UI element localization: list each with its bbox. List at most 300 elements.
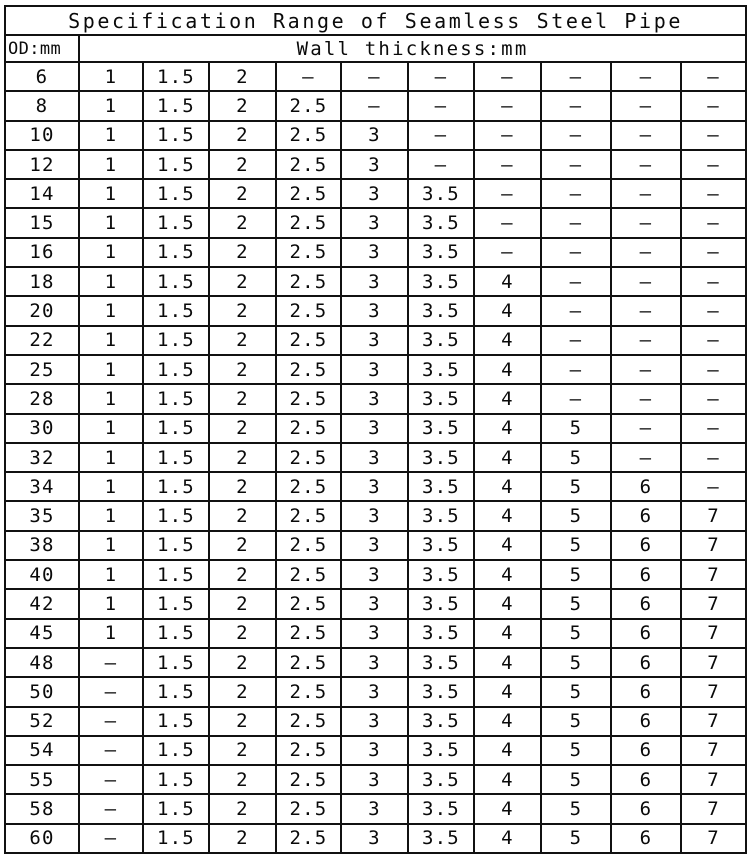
od-value-cell: 28 xyxy=(5,384,79,413)
wall-thickness-cell: – xyxy=(541,326,611,355)
wall-thickness-cell: 1 xyxy=(79,560,143,589)
wall-thickness-cell: 2.5 xyxy=(276,384,341,413)
wall-thickness-cell: 7 xyxy=(681,589,746,618)
wall-thickness-cell: 5 xyxy=(541,443,611,472)
wall-thickness-cell: – xyxy=(681,91,746,120)
wall-thickness-cell: 1.5 xyxy=(143,150,209,179)
wall-thickness-cell: 2 xyxy=(209,267,276,296)
table-row xyxy=(5,677,746,706)
wall-thickness-cell: 1.5 xyxy=(143,765,209,794)
wall-thickness-cell: 1.5 xyxy=(143,179,209,208)
wall-thickness-cell: 5 xyxy=(541,824,611,853)
wall-thickness-cell: 2 xyxy=(209,326,276,355)
od-value-cell: 38 xyxy=(5,531,79,560)
wall-thickness-cell: 6 xyxy=(611,531,681,560)
wall-thickness-cell: 1 xyxy=(79,238,143,267)
wall-thickness-cell: 4 xyxy=(474,384,541,413)
wall-thickness-cell: 3.5 xyxy=(408,707,474,736)
wall-thickness-cell: 1 xyxy=(79,121,143,150)
wall-thickness-cell: 2.5 xyxy=(276,501,341,530)
wall-thickness-cell: 6 xyxy=(611,794,681,823)
wall-thickness-cell: 2.5 xyxy=(276,794,341,823)
table-row xyxy=(5,707,746,736)
wall-thickness-header: Wall thickness:mm xyxy=(79,35,746,62)
wall-thickness-cell: – xyxy=(681,208,746,237)
wall-thickness-cell: 2.5 xyxy=(276,648,341,677)
wall-thickness-cell: 1.5 xyxy=(143,707,209,736)
wall-thickness-cell: 3.5 xyxy=(408,355,474,384)
wall-thickness-cell: – xyxy=(681,267,746,296)
wall-thickness-cell: – xyxy=(408,91,474,120)
wall-thickness-cell: – xyxy=(541,62,611,91)
wall-thickness-cell: 5 xyxy=(541,736,611,765)
wall-thickness-cell: – xyxy=(541,179,611,208)
wall-thickness-cell: 3.5 xyxy=(408,648,474,677)
wall-thickness-cell: 3 xyxy=(341,707,408,736)
od-value-cell: 6 xyxy=(5,62,79,91)
wall-thickness-cell: – xyxy=(79,765,143,794)
wall-thickness-cell: 2.5 xyxy=(276,531,341,560)
wall-thickness-cell: 1.5 xyxy=(143,824,209,853)
wall-thickness-cell: 3.5 xyxy=(408,179,474,208)
wall-thickness-cell: 4 xyxy=(474,560,541,589)
wall-thickness-cell: 2 xyxy=(209,648,276,677)
wall-thickness-cell: 2 xyxy=(209,355,276,384)
wall-thickness-cell: 1 xyxy=(79,355,143,384)
wall-thickness-cell: 1 xyxy=(79,443,143,472)
wall-thickness-cell: 2.5 xyxy=(276,179,341,208)
wall-thickness-cell: 3.5 xyxy=(408,531,474,560)
table-row xyxy=(5,648,746,677)
od-value-cell: 40 xyxy=(5,560,79,589)
wall-thickness-cell: 2.5 xyxy=(276,619,341,648)
wall-thickness-cell: 3 xyxy=(341,208,408,237)
wall-thickness-cell: – xyxy=(681,414,746,443)
wall-thickness-cell: 7 xyxy=(681,765,746,794)
wall-thickness-cell: 2.5 xyxy=(276,208,341,237)
wall-thickness-cell: – xyxy=(611,296,681,325)
wall-thickness-cell: 2 xyxy=(209,414,276,443)
wall-thickness-cell: – xyxy=(681,238,746,267)
wall-thickness-cell: 3 xyxy=(341,296,408,325)
wall-thickness-cell: 6 xyxy=(611,765,681,794)
wall-thickness-cell: 1 xyxy=(79,91,143,120)
table-row xyxy=(5,62,746,91)
wall-thickness-cell: 2.5 xyxy=(276,707,341,736)
wall-thickness-cell: – xyxy=(611,150,681,179)
wall-thickness-cell: 1.5 xyxy=(143,560,209,589)
table-row xyxy=(5,91,746,120)
wall-thickness-cell: 1.5 xyxy=(143,384,209,413)
wall-thickness-cell: 3 xyxy=(341,267,408,296)
header-row xyxy=(5,35,746,62)
page-title: Specification Range of Seamless Steel Pipe xyxy=(5,6,746,35)
wall-thickness-cell: 2.5 xyxy=(276,824,341,853)
wall-thickness-cell: 7 xyxy=(681,794,746,823)
wall-thickness-cell: 4 xyxy=(474,648,541,677)
od-value-cell: 42 xyxy=(5,589,79,618)
wall-thickness-cell: – xyxy=(611,62,681,91)
wall-thickness-cell: 1.5 xyxy=(143,531,209,560)
table-row xyxy=(5,238,746,267)
wall-thickness-cell: 5 xyxy=(541,794,611,823)
wall-thickness-cell: 2.5 xyxy=(276,238,341,267)
wall-thickness-cell: – xyxy=(611,121,681,150)
table-row xyxy=(5,765,746,794)
wall-thickness-cell: 5 xyxy=(541,765,611,794)
wall-thickness-cell: – xyxy=(681,150,746,179)
table-row xyxy=(5,794,746,823)
wall-thickness-cell: 2 xyxy=(209,824,276,853)
wall-thickness-cell: 2 xyxy=(209,619,276,648)
wall-thickness-cell: 4 xyxy=(474,619,541,648)
od-value-cell: 50 xyxy=(5,677,79,706)
wall-thickness-cell: 3.5 xyxy=(408,501,474,530)
wall-thickness-cell: 6 xyxy=(611,648,681,677)
wall-thickness-cell: 1.5 xyxy=(143,414,209,443)
wall-thickness-cell: 4 xyxy=(474,765,541,794)
table-row xyxy=(5,414,746,443)
wall-thickness-cell: – xyxy=(474,179,541,208)
od-value-cell: 35 xyxy=(5,501,79,530)
od-value-cell: 30 xyxy=(5,414,79,443)
table-row xyxy=(5,501,746,530)
wall-thickness-cell: 1 xyxy=(79,619,143,648)
wall-thickness-cell: 6 xyxy=(611,619,681,648)
wall-thickness-cell: 4 xyxy=(474,355,541,384)
wall-thickness-cell: 3 xyxy=(341,589,408,618)
table-row xyxy=(5,560,746,589)
wall-thickness-cell: 2 xyxy=(209,150,276,179)
wall-thickness-cell: – xyxy=(408,150,474,179)
table-row xyxy=(5,121,746,150)
wall-thickness-cell: 3.5 xyxy=(408,765,474,794)
table-row xyxy=(5,179,746,208)
wall-thickness-cell: 3 xyxy=(341,472,408,501)
table-row xyxy=(5,384,746,413)
wall-thickness-cell: – xyxy=(79,677,143,706)
wall-thickness-cell: 1 xyxy=(79,472,143,501)
wall-thickness-cell: 2.5 xyxy=(276,736,341,765)
wall-thickness-cell: 3 xyxy=(341,179,408,208)
wall-thickness-cell: – xyxy=(474,91,541,120)
wall-thickness-cell: 4 xyxy=(474,531,541,560)
table-body xyxy=(5,6,746,853)
wall-thickness-cell: 4 xyxy=(474,296,541,325)
wall-thickness-cell: 1.5 xyxy=(143,677,209,706)
wall-thickness-cell: 7 xyxy=(681,501,746,530)
wall-thickness-cell: 3 xyxy=(341,619,408,648)
wall-thickness-cell: 1 xyxy=(79,208,143,237)
wall-thickness-cell: 1 xyxy=(79,501,143,530)
wall-thickness-cell: 6 xyxy=(611,560,681,589)
wall-thickness-cell: – xyxy=(681,472,746,501)
wall-thickness-cell: 7 xyxy=(681,707,746,736)
table-row xyxy=(5,208,746,237)
wall-thickness-cell: 7 xyxy=(681,736,746,765)
wall-thickness-cell: 1.5 xyxy=(143,736,209,765)
wall-thickness-cell: 5 xyxy=(541,648,611,677)
wall-thickness-cell: 3 xyxy=(341,121,408,150)
wall-thickness-cell: 6 xyxy=(611,736,681,765)
wall-thickness-cell: 4 xyxy=(474,589,541,618)
wall-thickness-cell: 1 xyxy=(79,384,143,413)
wall-thickness-cell: 3 xyxy=(341,443,408,472)
table-row xyxy=(5,736,746,765)
wall-thickness-cell: – xyxy=(681,326,746,355)
wall-thickness-cell: 6 xyxy=(611,472,681,501)
od-value-cell: 60 xyxy=(5,824,79,853)
wall-thickness-cell: 5 xyxy=(541,707,611,736)
wall-thickness-cell: 2 xyxy=(209,238,276,267)
wall-thickness-cell: – xyxy=(79,648,143,677)
od-value-cell: 14 xyxy=(5,179,79,208)
wall-thickness-cell: 2.5 xyxy=(276,150,341,179)
wall-thickness-cell: 2.5 xyxy=(276,326,341,355)
wall-thickness-cell: 1 xyxy=(79,267,143,296)
wall-thickness-cell: 2 xyxy=(209,62,276,91)
wall-thickness-cell: 2 xyxy=(209,707,276,736)
wall-thickness-cell: 3.5 xyxy=(408,824,474,853)
wall-thickness-cell: 3.5 xyxy=(408,208,474,237)
wall-thickness-cell: – xyxy=(541,267,611,296)
wall-thickness-cell: 2 xyxy=(209,501,276,530)
wall-thickness-cell: 1.5 xyxy=(143,208,209,237)
wall-thickness-cell: 4 xyxy=(474,267,541,296)
od-value-cell: 15 xyxy=(5,208,79,237)
wall-thickness-cell: 1.5 xyxy=(143,472,209,501)
wall-thickness-cell: – xyxy=(681,179,746,208)
wall-thickness-cell: – xyxy=(611,414,681,443)
wall-thickness-cell: – xyxy=(79,707,143,736)
wall-thickness-cell: 3.5 xyxy=(408,472,474,501)
od-value-cell: 22 xyxy=(5,326,79,355)
wall-thickness-cell: 4 xyxy=(474,443,541,472)
wall-thickness-cell: 5 xyxy=(541,560,611,589)
wall-thickness-cell: 7 xyxy=(681,531,746,560)
wall-thickness-cell: 5 xyxy=(541,501,611,530)
wall-thickness-cell: – xyxy=(341,62,408,91)
wall-thickness-cell: – xyxy=(276,62,341,91)
wall-thickness-cell: 7 xyxy=(681,619,746,648)
wall-thickness-cell: 2.5 xyxy=(276,765,341,794)
wall-thickness-cell: 1.5 xyxy=(143,443,209,472)
wall-thickness-cell: – xyxy=(681,384,746,413)
wall-thickness-cell: 1 xyxy=(79,589,143,618)
wall-thickness-cell: – xyxy=(681,121,746,150)
wall-thickness-cell: – xyxy=(408,62,474,91)
wall-thickness-cell: 4 xyxy=(474,414,541,443)
wall-thickness-cell: 1 xyxy=(79,414,143,443)
wall-thickness-cell: 3.5 xyxy=(408,443,474,472)
od-value-cell: 10 xyxy=(5,121,79,150)
wall-thickness-cell: 2 xyxy=(209,765,276,794)
wall-thickness-cell: – xyxy=(541,384,611,413)
wall-thickness-cell: 2.5 xyxy=(276,560,341,589)
wall-thickness-cell: – xyxy=(408,121,474,150)
wall-thickness-cell: – xyxy=(474,238,541,267)
wall-thickness-cell: 3 xyxy=(341,150,408,179)
wall-thickness-cell: 5 xyxy=(541,589,611,618)
wall-thickness-cell: 2.5 xyxy=(276,296,341,325)
wall-thickness-cell: 3.5 xyxy=(408,296,474,325)
wall-thickness-cell: 1 xyxy=(79,326,143,355)
table-row xyxy=(5,355,746,384)
wall-thickness-cell: – xyxy=(79,794,143,823)
wall-thickness-cell: – xyxy=(474,208,541,237)
wall-thickness-cell: 1.5 xyxy=(143,296,209,325)
wall-thickness-cell: 2.5 xyxy=(276,443,341,472)
wall-thickness-cell: 2 xyxy=(209,121,276,150)
wall-thickness-cell: 3.5 xyxy=(408,414,474,443)
wall-thickness-cell: – xyxy=(541,208,611,237)
wall-thickness-cell: 3 xyxy=(341,560,408,589)
wall-thickness-cell: 3.5 xyxy=(408,267,474,296)
od-value-cell: 12 xyxy=(5,150,79,179)
od-value-cell: 18 xyxy=(5,267,79,296)
wall-thickness-cell: 3 xyxy=(341,648,408,677)
wall-thickness-cell: 1.5 xyxy=(143,91,209,120)
wall-thickness-cell: – xyxy=(681,443,746,472)
wall-thickness-cell: 2.5 xyxy=(276,91,341,120)
od-value-cell: 54 xyxy=(5,736,79,765)
wall-thickness-cell: 2.5 xyxy=(276,267,341,296)
od-value-cell: 34 xyxy=(5,472,79,501)
wall-thickness-cell: 4 xyxy=(474,326,541,355)
wall-thickness-cell: 6 xyxy=(611,501,681,530)
wall-thickness-cell: – xyxy=(611,238,681,267)
wall-thickness-cell: 2.5 xyxy=(276,414,341,443)
wall-thickness-cell: – xyxy=(341,91,408,120)
wall-thickness-cell: 3.5 xyxy=(408,619,474,648)
wall-thickness-cell: 1.5 xyxy=(143,589,209,618)
wall-thickness-cell: – xyxy=(474,121,541,150)
table-row xyxy=(5,296,746,325)
wall-thickness-cell: 2.5 xyxy=(276,355,341,384)
wall-thickness-cell: 1 xyxy=(79,62,143,91)
od-value-cell: 32 xyxy=(5,443,79,472)
wall-thickness-cell: – xyxy=(681,296,746,325)
wall-thickness-cell: 2 xyxy=(209,179,276,208)
wall-thickness-cell: 3 xyxy=(341,384,408,413)
table-row xyxy=(5,531,746,560)
wall-thickness-cell: 3.5 xyxy=(408,238,474,267)
wall-thickness-cell: 1.5 xyxy=(143,501,209,530)
wall-thickness-cell: 2 xyxy=(209,677,276,706)
wall-thickness-cell: 1.5 xyxy=(143,355,209,384)
wall-thickness-cell: 3.5 xyxy=(408,560,474,589)
wall-thickness-cell: 3.5 xyxy=(408,384,474,413)
table-row xyxy=(5,824,746,853)
wall-thickness-cell: 1.5 xyxy=(143,794,209,823)
wall-thickness-cell: 6 xyxy=(611,707,681,736)
wall-thickness-cell: 1.5 xyxy=(143,267,209,296)
wall-thickness-cell: – xyxy=(474,62,541,91)
wall-thickness-cell: 5 xyxy=(541,619,611,648)
wall-thickness-cell: 5 xyxy=(541,472,611,501)
wall-thickness-cell: 2 xyxy=(209,472,276,501)
wall-thickness-cell: 2.5 xyxy=(276,589,341,618)
wall-thickness-cell: 3 xyxy=(341,736,408,765)
wall-thickness-cell: 2 xyxy=(209,794,276,823)
table-row xyxy=(5,619,746,648)
wall-thickness-cell: – xyxy=(611,443,681,472)
wall-thickness-cell: 1.5 xyxy=(143,238,209,267)
table-row xyxy=(5,443,746,472)
wall-thickness-cell: 3 xyxy=(341,238,408,267)
od-value-cell: 48 xyxy=(5,648,79,677)
wall-thickness-cell: 3 xyxy=(341,794,408,823)
wall-thickness-cell: 6 xyxy=(611,589,681,618)
wall-thickness-cell: – xyxy=(611,91,681,120)
wall-thickness-cell: 3 xyxy=(341,414,408,443)
od-value-cell: 45 xyxy=(5,619,79,648)
wall-thickness-cell: 4 xyxy=(474,707,541,736)
specification-table xyxy=(4,5,747,854)
wall-thickness-cell: 3.5 xyxy=(408,326,474,355)
wall-thickness-cell: 7 xyxy=(681,677,746,706)
od-value-cell: 58 xyxy=(5,794,79,823)
wall-thickness-cell: 7 xyxy=(681,560,746,589)
wall-thickness-cell: 2 xyxy=(209,208,276,237)
wall-thickness-cell: 2.5 xyxy=(276,677,341,706)
wall-thickness-cell: 4 xyxy=(474,824,541,853)
wall-thickness-cell: 6 xyxy=(611,677,681,706)
wall-thickness-cell: 3 xyxy=(341,765,408,794)
wall-thickness-cell: – xyxy=(79,736,143,765)
wall-thickness-cell: 2.5 xyxy=(276,121,341,150)
wall-thickness-cell: 3.5 xyxy=(408,589,474,618)
wall-thickness-cell: – xyxy=(541,121,611,150)
wall-thickness-cell: 4 xyxy=(474,472,541,501)
wall-thickness-cell: – xyxy=(611,208,681,237)
wall-thickness-cell: – xyxy=(541,150,611,179)
wall-thickness-cell: 3.5 xyxy=(408,794,474,823)
wall-thickness-cell: – xyxy=(681,355,746,384)
table-row xyxy=(5,267,746,296)
wall-thickness-cell: 5 xyxy=(541,531,611,560)
wall-thickness-cell: – xyxy=(541,91,611,120)
od-value-cell: 52 xyxy=(5,707,79,736)
wall-thickness-cell: 2.5 xyxy=(276,472,341,501)
wall-thickness-cell: 1.5 xyxy=(143,62,209,91)
wall-thickness-cell: 2 xyxy=(209,589,276,618)
wall-thickness-cell: 2 xyxy=(209,531,276,560)
od-value-cell: 20 xyxy=(5,296,79,325)
wall-thickness-cell: 3 xyxy=(341,824,408,853)
wall-thickness-cell: 4 xyxy=(474,794,541,823)
wall-thickness-cell: – xyxy=(79,824,143,853)
wall-thickness-cell: 3 xyxy=(341,501,408,530)
table-row xyxy=(5,589,746,618)
wall-thickness-cell: 4 xyxy=(474,677,541,706)
wall-thickness-cell: 1 xyxy=(79,150,143,179)
wall-thickness-cell: – xyxy=(611,326,681,355)
table-row xyxy=(5,472,746,501)
wall-thickness-cell: 1 xyxy=(79,296,143,325)
wall-thickness-cell: 5 xyxy=(541,677,611,706)
wall-thickness-cell: 1.5 xyxy=(143,648,209,677)
wall-thickness-cell: 7 xyxy=(681,824,746,853)
wall-thickness-cell: 2 xyxy=(209,736,276,765)
wall-thickness-cell: 5 xyxy=(541,414,611,443)
wall-thickness-cell: 3.5 xyxy=(408,736,474,765)
table-row xyxy=(5,150,746,179)
wall-thickness-cell: 2 xyxy=(209,443,276,472)
wall-thickness-cell: 2 xyxy=(209,384,276,413)
wall-thickness-cell: 3 xyxy=(341,355,408,384)
wall-thickness-cell: 1.5 xyxy=(143,326,209,355)
